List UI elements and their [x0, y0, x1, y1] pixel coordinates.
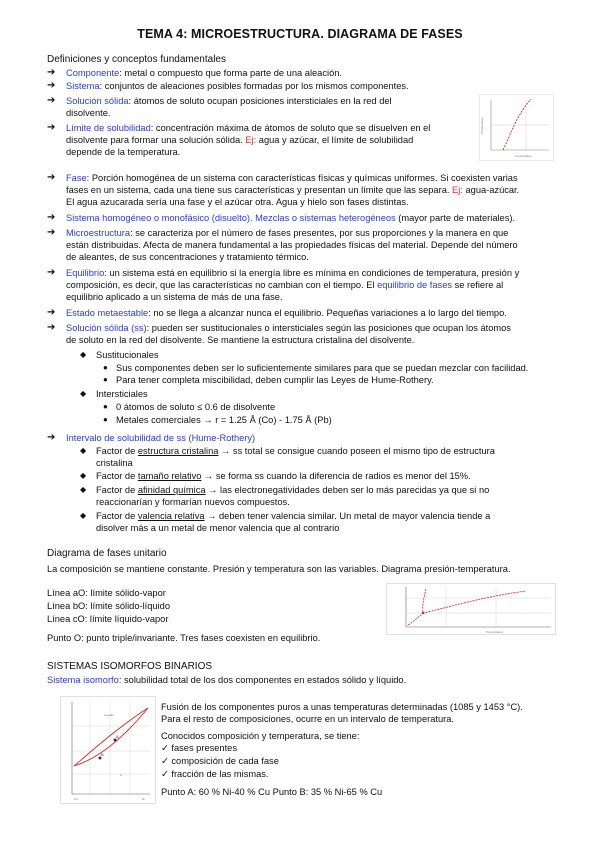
equilibrio-text-2a: composición, es decir, que las características no cambian con el tiempo. El: [66, 280, 378, 290]
linea-ao: Línea aO: límite sólido-vapor: [47, 588, 166, 598]
factor-prefix: Factor de: [96, 471, 138, 481]
check-item-3: ✓ fracción de las mismas.: [161, 769, 269, 779]
fase-text-2b: agua-azúcar.: [462, 185, 520, 195]
fusion-text-2: Para el resto de composiciones, ocurre en un intervalo de temperatura.: [161, 714, 455, 724]
diamond-icon: ◆: [80, 485, 87, 494]
equilibrio-line-2: [66, 279, 503, 291]
solucion-term: Solución sólida: [66, 96, 129, 106]
solucion-text-1: : átomos de soluto ocupan posiciones intersticiales en la red del: [128, 96, 392, 106]
hume-factor-4: [96, 510, 490, 522]
arrow-icon: ➔: [47, 322, 56, 333]
ss-text-2: de soluto en la red del disolvente. Se mantiene la estructura cristalina del disolvente.: [66, 335, 415, 345]
conocidos-text: Conocidos composición y temperatura, se tiene:: [161, 731, 360, 741]
bullet-icon: ●: [103, 363, 108, 372]
arrow-icon: ➔: [47, 267, 56, 278]
limite-ej: Ej:: [245, 135, 257, 145]
factor-prefix: Factor de: [96, 485, 138, 495]
factor-text: → deben tener valencia similar. Un metal de mayor valencia tiende a: [204, 511, 491, 521]
fase-text-2a: fases en un sistema, cada una tiene sus características y presentan un límite que las separa.: [66, 185, 453, 195]
diamond-icon: ◆: [80, 471, 87, 480]
heterogeneo-term: Mezclas o sistemas heterogéneos: [252, 213, 396, 223]
bullet-icon: ●: [103, 375, 108, 384]
limite-text-1: : concentración máxima de átomos de soluto que se disuelven en el: [150, 123, 431, 133]
arrow-icon: ➔: [47, 172, 56, 183]
equilibrio-term: Equilibrio: [66, 268, 105, 278]
svg-text:α: α: [120, 773, 122, 777]
arrow-icon: ➔: [47, 122, 56, 133]
equilibrio-text-3: equilibrio aplicado a un sistema de más de una fase.: [66, 292, 283, 302]
arrow-icon: ➔: [47, 227, 56, 238]
svg-text:Temperature: Temperature: [486, 630, 503, 634]
factor-name: valencia relativa: [137, 511, 205, 521]
isomorfo-term: Sistema isomorfo: [47, 675, 119, 685]
fase-line-2: [66, 184, 519, 196]
fase-ej: Ej:: [452, 185, 463, 195]
factor-text: → ss total se consigue cuando poseen el mismo tipo de estructura: [218, 446, 495, 456]
svg-text:Líquido: Líquido: [104, 713, 114, 717]
unitario-text: La composición se mantiene constante. Presión y temperatura son las variables. Diagrama presión-temperatura.: [47, 564, 511, 574]
limite-text-3: depende de la temperatura.: [66, 147, 181, 157]
arrow-icon: ➔: [47, 67, 56, 78]
fase-term: Fase: [66, 173, 87, 183]
intersticiales-item-1: 0 átomos de soluto ≤ 0.6 de disolvente: [116, 402, 276, 412]
factor-name: estructura cristalina: [137, 446, 219, 456]
sustitucionales-item-2: Para tener completa miscibilidad, deben cumplir las Leyes de Hume-Rothery.: [116, 375, 434, 385]
solucion-text-2: disolvente.: [66, 108, 111, 118]
limite-line-2: [66, 134, 413, 146]
factor-prefix: Factor de: [96, 511, 138, 521]
equilibrio-fases-term: equilibrio de fases: [377, 280, 453, 290]
micro-term: Microestructura: [66, 228, 131, 238]
factor-prefix: Factor de: [96, 446, 138, 456]
sustitucionales-label: Sustitucionales: [96, 350, 159, 360]
hume-factor-1: [96, 445, 495, 457]
isomorfos-heading: SISTEMAS ISOMORFOS BINARIOS: [47, 661, 213, 672]
homogeneo-term: Sistema homogéneo o monofásico (disuelto).: [66, 213, 253, 223]
isomorfo-text: : solubilidad total de los dos componentes en estados sólido y líquido.: [118, 675, 407, 685]
svg-text:Ni: Ni: [142, 797, 145, 801]
linea-bo: Línea bO: límite sólido-líquido: [47, 601, 170, 611]
page-title: TEMA 4: MICROESTRUCTURA. DIAGRAMA DE FASES: [137, 27, 463, 41]
svg-text:A: A: [116, 734, 119, 739]
componente-term: Componente: [66, 68, 120, 78]
homogeneo-text: (mayor parte de materiales).: [395, 213, 516, 223]
fase-text-3: El agua azucarada sería una fase y el azúcar otra. Agua y hielo son fases distintas.: [66, 197, 409, 207]
diamond-icon: ◆: [80, 446, 87, 455]
intersticiales-item-2: Metales comerciales → r = 1.25 Å (Co) - 1.75 Å (Pb): [116, 415, 332, 425]
limite-term: Límite de solubilidad: [66, 123, 151, 133]
hume-factor-3: [96, 484, 489, 496]
arrow-icon: ➔: [47, 95, 56, 106]
sistema-definition: [66, 80, 409, 92]
svg-text:Temperature: Temperature: [480, 117, 484, 134]
arrow-icon: ➔: [47, 307, 56, 318]
componente-definition: [66, 67, 342, 79]
micro-text-1: : se caracteriza por el número de fases presentes, por sus proporciones y la manera en que: [130, 228, 509, 238]
fase-definition: [66, 172, 518, 184]
diamond-icon: ◆: [80, 350, 87, 359]
limite-text-2a: disolvente para formar una solución sólida.: [66, 135, 246, 145]
svg-text:Composition: Composition: [515, 154, 532, 158]
isomorfo-definition: [47, 674, 406, 686]
fase-text-1: : Porción homogénea de un sistema con características físicas y químicas uniformes. Si coexisten varias: [86, 173, 518, 183]
solucion-definition: [66, 95, 392, 107]
check-item-2: ✓ composición de cada fase: [161, 756, 279, 766]
equilibrio-text-1: : un sistema está en equilibrio si la energía libre es mínima en condiciones de temperatura, presión y: [104, 268, 520, 278]
equilibrio-definition: [66, 267, 519, 279]
linea-co: Línea cO: límite líquido-vapor: [47, 614, 169, 624]
diamond-icon: ◆: [80, 389, 87, 398]
fusion-text-1: Fusión de los componentes puros a unas temperaturas determinadas (1085 y 1453 °C).: [161, 702, 523, 712]
ss-text-1: : pueden ser sustitucionales o intersticiales según las posiciones que ocupan los átomos: [146, 323, 511, 333]
arrow-icon: ➔: [47, 432, 56, 443]
arrow-icon: ➔: [47, 212, 56, 223]
factor-name: afinidad química: [137, 485, 206, 495]
micro-text-3: de aleantes, de sus concentraciones y tratamiento térmico.: [66, 252, 309, 262]
hume-factor-1-cont: cristalina: [96, 458, 133, 468]
intersticiales-label: Intersticiales: [96, 389, 148, 399]
definitions-heading: Definiciones y conceptos fundamentales: [47, 54, 226, 65]
hume-factor-2: [96, 470, 471, 482]
pressure-temperature-diagram: [386, 583, 556, 635]
componente-text: : metal o compuesto que forma parte de una aleación.: [119, 68, 342, 78]
bullet-icon: ●: [103, 415, 108, 424]
sustitucionales-item-1: Sus componentes deben ser lo suficientemente similares para que se puedan mezclar con facilidad.: [116, 363, 529, 373]
puntos-text: Punto A: 60 % Ni-40 % Cu Punto B: 35 % Ni-65 % Cu: [161, 787, 383, 797]
cu-ni-isomorphous-diagram: [60, 696, 156, 804]
unitario-heading: Diagrama de fases unitario: [47, 548, 167, 559]
equilibrio-text-2b: se refiere al: [452, 280, 504, 290]
ss-term: Solución sólida (ss): [66, 323, 147, 333]
factor-text: → las electronegatividades deben ser lo más parecidas ya que si no: [205, 485, 490, 495]
check-item-1: ✓ fases presentes: [161, 743, 238, 753]
homogeneo-definition: [66, 212, 515, 224]
solubility-limit-figure: [479, 94, 554, 161]
factor-text: → se forma ss cuando la diferencia de radios es menor del 15%.: [201, 471, 471, 481]
punto-o: Punto O: punto triple/invariante. Tres fases coexisten en equilibrio.: [47, 633, 321, 643]
ss-definition: [66, 322, 511, 334]
bullet-icon: ●: [103, 402, 108, 411]
svg-text:Cu: Cu: [74, 797, 78, 801]
sistema-term: Sistema: [66, 81, 100, 91]
limite-definition: [66, 122, 430, 134]
factor-name: tamaño relativo: [137, 471, 202, 481]
metaestable-definition: [66, 307, 507, 319]
metaestable-text: : no se llega a alcanzar nunca el equilibrio. Pequeñas variaciones a lo largo del tiempo.: [148, 308, 507, 318]
micro-definition: [66, 227, 508, 239]
diamond-icon: ◆: [80, 511, 87, 520]
arrow-icon: ➔: [47, 80, 56, 91]
limite-text-2b: agua y azúcar, el límite de solubilidad: [256, 135, 414, 145]
sistema-text: : conjuntos de aleaciones posibles formadas por los mismos componentes.: [99, 81, 409, 91]
svg-text:B: B: [101, 752, 104, 757]
micro-text-2: están distribuidas. Afecta de manera fundamental a las propiedades físicas del material. Depende del número: [66, 240, 518, 250]
hume-factor-3-cont: reaccionarían y formarían nuevos compuestos.: [96, 497, 290, 507]
hume-rothery-heading: Intervalo de solubilidad de ss (Hume-Rothery): [66, 433, 256, 443]
hume-factor-4-cont: disolver más a un metal de menor valencia que al contrario: [96, 523, 340, 533]
metaestable-term: Estado metaestable: [66, 308, 149, 318]
